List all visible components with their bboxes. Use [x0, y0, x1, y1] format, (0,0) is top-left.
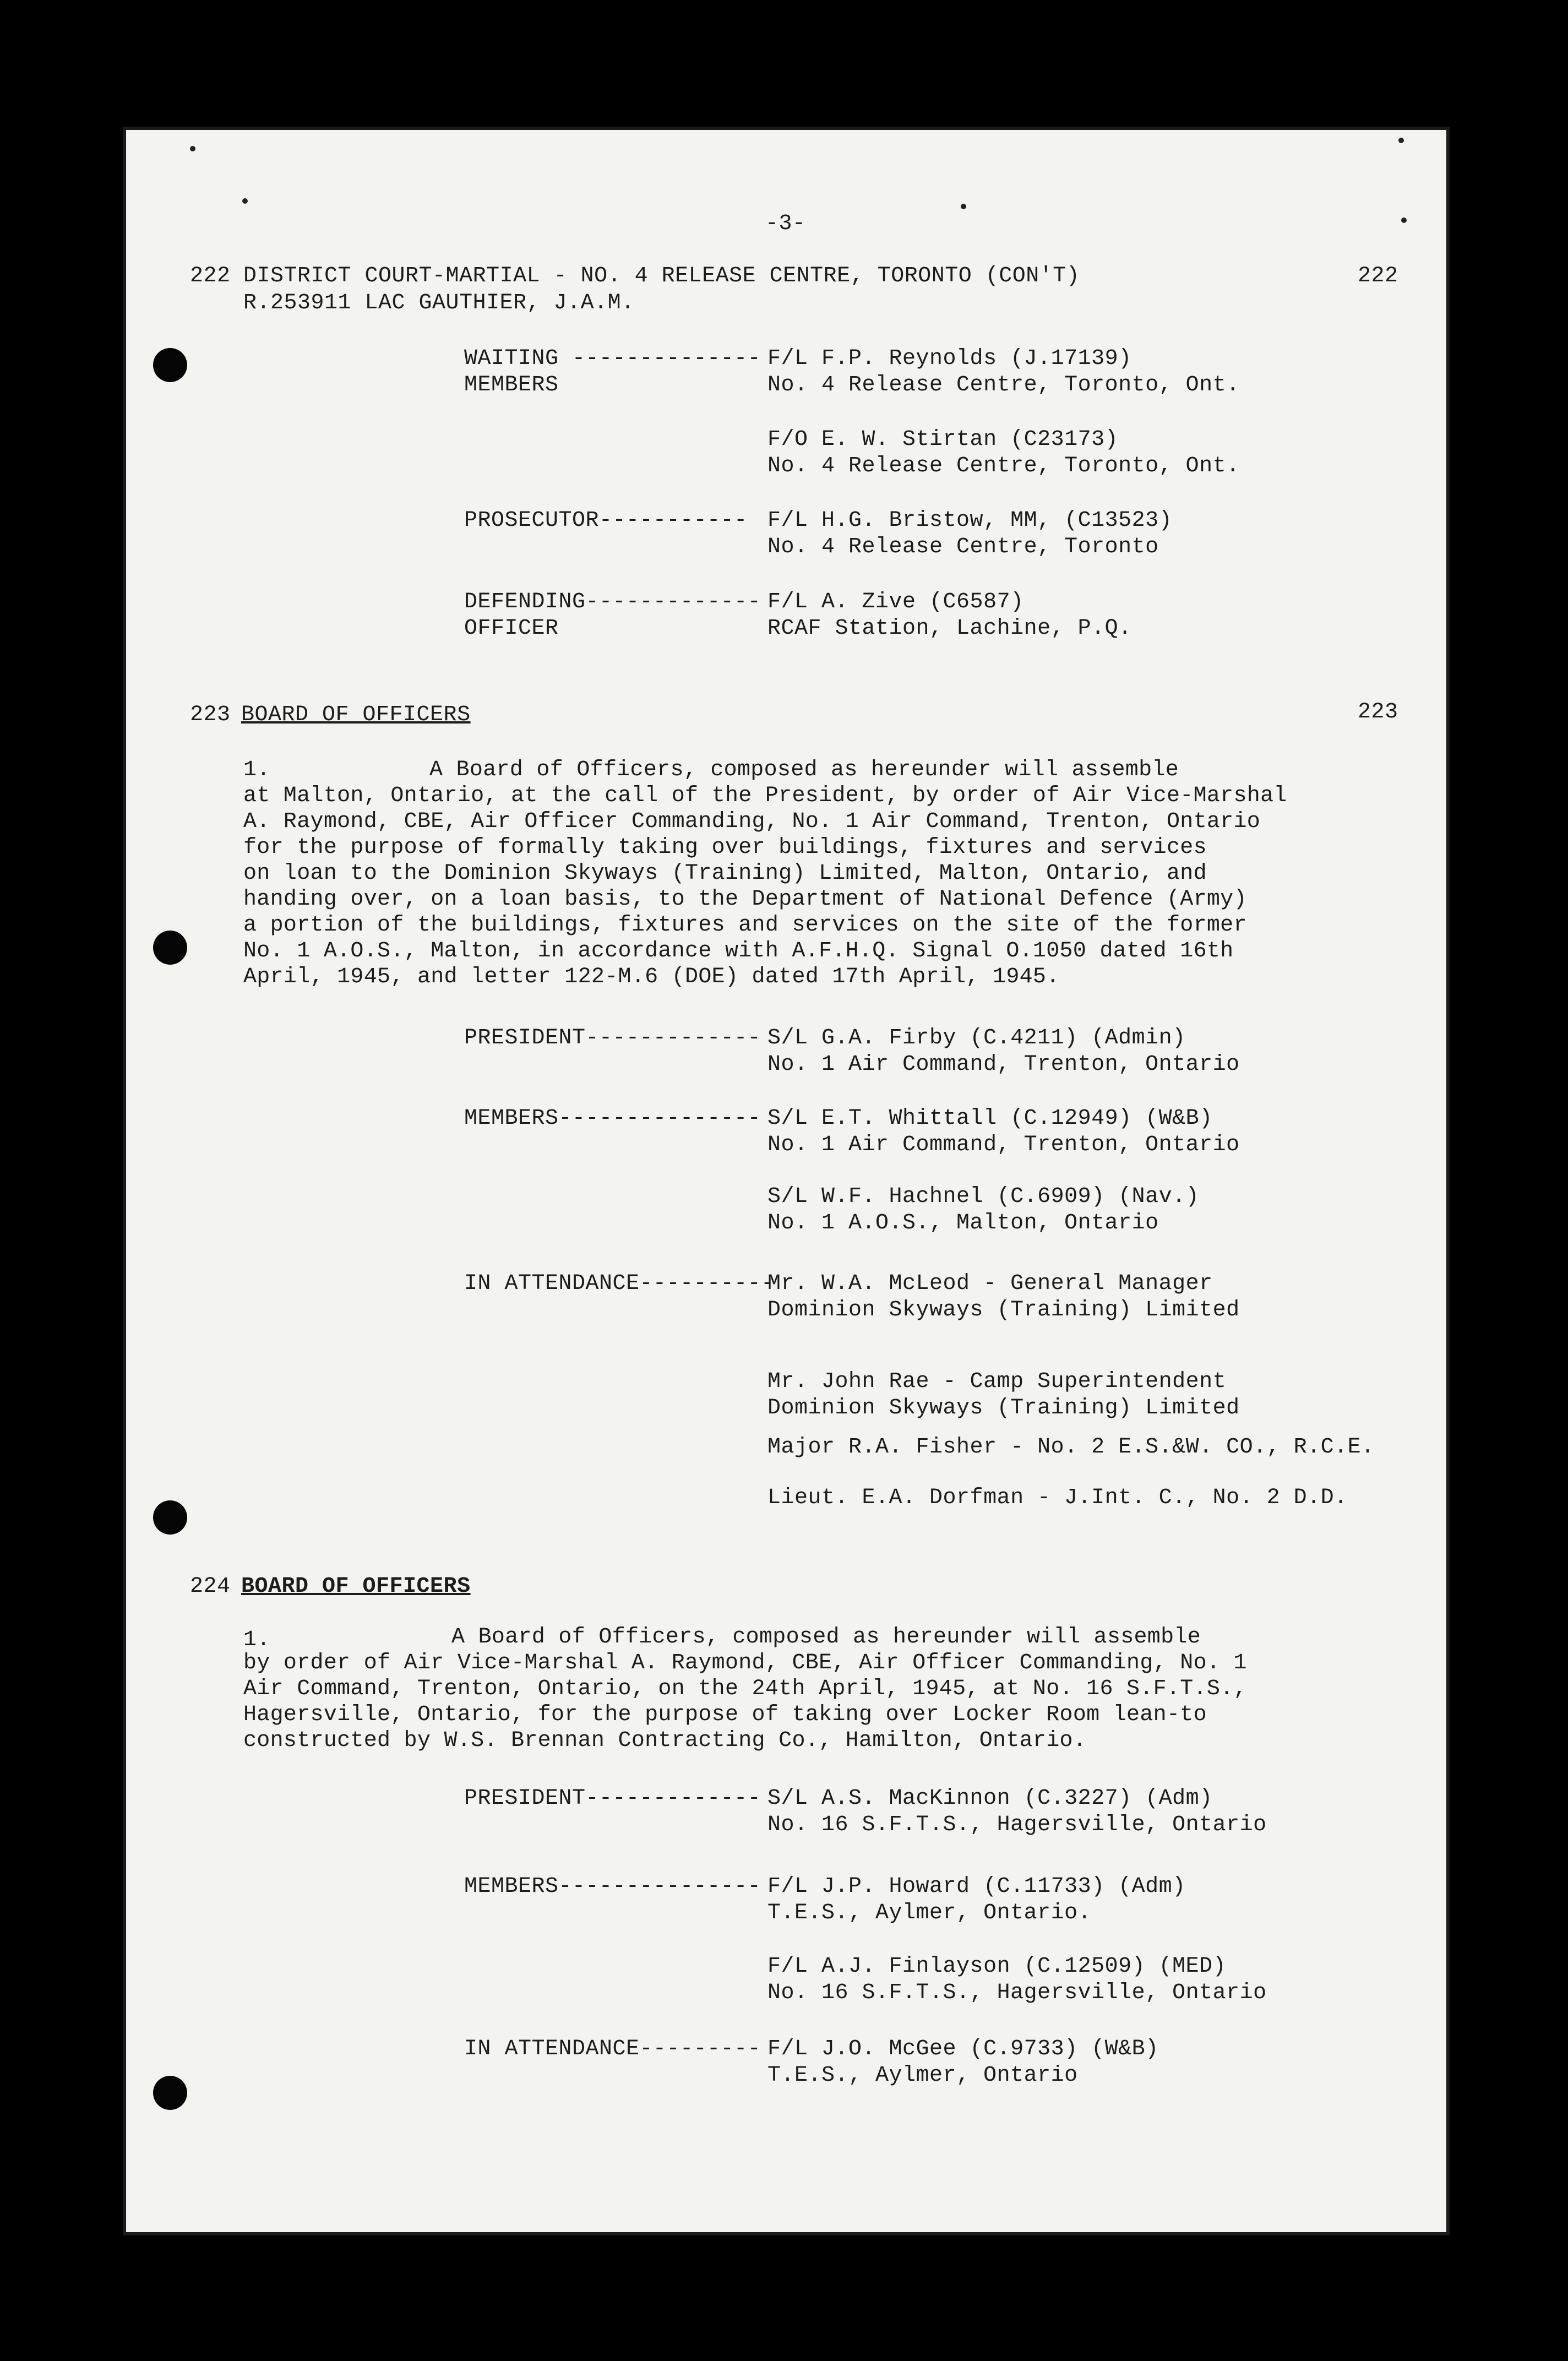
section-222-subject: R.253911 LAC GAUTHIER, J.A.M.	[243, 291, 635, 315]
section-223-para-line: handing over, on a loan basis, to the Department of National Defence (Army)	[243, 887, 1247, 912]
attendee-1-org: Dominion Skyways (Training) Limited	[767, 1298, 1240, 1323]
section-224-para-line: Hagersville, Ontario, for the purpose of taking over Locker Room lean-to	[243, 1702, 1207, 1727]
section-224-para-line: A Board of Officers, composed as hereunder will assemble	[451, 1625, 1201, 1650]
prosecutor-unit: No. 4 Release Centre, Toronto	[767, 535, 1159, 559]
section-223-para-line: at Malton, Ontario, at the call of the President, by order of Air Vice-Marshal	[243, 784, 1287, 808]
section-223-para-line: for the purpose of formally taking over buildings, fixtures and services	[243, 835, 1207, 860]
section-224-para-number: 1.	[243, 1628, 271, 1652]
member-1-unit: No. 1 Air Command, Trenton, Ontario	[767, 1133, 1240, 1157]
speck	[1401, 217, 1407, 223]
punch-hole-1	[153, 348, 187, 382]
defending-officer-label-2: OFFICER	[464, 616, 559, 641]
president-name: S/L A.S. MacKinnon (C.3227) (Adm)	[767, 1786, 1213, 1811]
members-label: MEMBERS---------------	[464, 1874, 761, 1899]
speck	[1398, 138, 1404, 143]
speck	[190, 146, 195, 151]
attendee-4: Lieut. E.A. Dorfman - J.Int. C., No. 2 D.D.	[767, 1486, 1348, 1510]
punch-hole-3	[153, 1500, 187, 1535]
waiting-members-label-2: MEMBERS	[464, 373, 559, 398]
in-attendance-label: IN ATTENDANCE----------	[464, 1271, 775, 1296]
section-223-number-right: 223	[1358, 700, 1398, 725]
member-1-name: F/L J.P. Howard (C.11733) (Adm)	[767, 1874, 1186, 1899]
member-2-name: S/L W.F. Hachnel (C.6909) (Nav.)	[767, 1184, 1200, 1209]
section-224-para-line: Air Command, Trenton, Ontario, on the 24th April, 1945, at No. 16 S.F.T.S.,	[243, 1677, 1247, 1701]
section-223-para-line: a portion of the buildings, fixtures and services on the site of the former	[243, 913, 1247, 938]
section-223-para-line: on loan to the Dominion Skyways (Training) Limited, Malton, Ontario, and	[243, 861, 1207, 886]
section-224-para-line: by order of Air Vice-Marshal A. Raymond, CBE, Air Officer Commanding, No. 1	[243, 1651, 1247, 1675]
member-2-unit: No. 4 Release Centre, Toronto, Ont.	[767, 454, 1240, 478]
president-label: PRESIDENT-------------	[464, 1786, 761, 1811]
members-label: MEMBERS---------------	[464, 1106, 761, 1131]
punch-hole-2	[153, 931, 187, 965]
member-1-unit: No. 4 Release Centre, Toronto, Ont.	[767, 373, 1240, 398]
member-1-unit: T.E.S., Aylmer, Ontario.	[767, 1901, 1092, 1925]
attendee-1-unit: T.E.S., Aylmer, Ontario	[767, 2063, 1078, 2088]
section-223-heading: BOARD OF OFFICERS	[241, 703, 471, 727]
in-attendance-label: IN ATTENDANCE---------	[464, 2037, 761, 2061]
section-223-para-number: 1.	[243, 758, 271, 782]
section-222-number-left: 222	[190, 264, 231, 289]
section-223-para-line: A. Raymond, CBE, Air Officer Commanding, No. 1 Air Command, Trenton, Ontario	[243, 809, 1261, 834]
president-label: PRESIDENT-------------	[464, 1026, 761, 1051]
president-name: S/L G.A. Firby (C.4211) (Admin)	[767, 1026, 1186, 1051]
prosecutor-name: F/L H.G. Bristow, MM, (C13523)	[767, 508, 1173, 533]
prosecutor-label: PROSECUTOR-----------	[464, 508, 748, 533]
punch-hole-4	[153, 2076, 187, 2110]
attendee-2-name: Mr. John Rae - Camp Superintendent	[767, 1369, 1227, 1394]
section-224-number: 224	[190, 1574, 231, 1599]
attendee-2-org: Dominion Skyways (Training) Limited	[767, 1396, 1240, 1421]
section-223-number-left: 223	[190, 703, 231, 727]
speck	[242, 198, 248, 204]
section-222-heading: DISTRICT COURT-MARTIAL - NO. 4 RELEASE CENTRE, TORONTO (CON'T)	[243, 264, 1080, 289]
attendee-1-name: Mr. W.A. McLeod - General Manager	[767, 1271, 1213, 1296]
president-unit: No. 16 S.F.T.S., Hagersville, Ontario	[767, 1813, 1267, 1837]
president-unit: No. 1 Air Command, Trenton, Ontario	[767, 1052, 1240, 1077]
section-223-para-line: A Board of Officers, composed as hereunder will assemble	[429, 758, 1179, 782]
waiting-members-label: WAITING --------------	[464, 346, 761, 371]
member-2-unit: No. 16 S.F.T.S., Hagersville, Ontario	[767, 1981, 1267, 2005]
speck	[961, 204, 966, 209]
member-1-name: F/L F.P. Reynolds (J.17139)	[767, 346, 1132, 371]
defending-officer-name: F/L A. Zive (C6587)	[767, 590, 1024, 614]
attendee-1-name: F/L J.O. McGee (C.9733) (W&B)	[767, 2037, 1159, 2061]
section-223-para-line: No. 1 A.O.S., Malton, in accordance with A.F.H.Q. Signal O.1050 dated 16th	[243, 939, 1234, 964]
section-223-para-line: April, 1945, and letter 122-M.6 (DOE) dated 17th April, 1945.	[243, 965, 1060, 989]
section-224-para-line: constructed by W.S. Brennan Contracting Co., Hamilton, Ontario.	[243, 1728, 1087, 1753]
defending-officer-unit: RCAF Station, Lachine, P.Q.	[767, 616, 1132, 641]
section-222-number-right: 222	[1358, 264, 1398, 289]
section-224-heading: BOARD OF OFFICERS	[241, 1574, 471, 1599]
defending-officer-label: DEFENDING-------------	[464, 590, 761, 614]
attendee-3: Major R.A. Fisher - No. 2 E.S.&W. CO., R.C.E.	[767, 1435, 1375, 1460]
member-2-name: F/O E. W. Stirtan (C23173)	[767, 427, 1119, 452]
member-2-name: F/L A.J. Finlayson (C.12509) (MED)	[767, 1954, 1227, 1979]
page-number: -3-	[765, 211, 806, 236]
member-1-name: S/L E.T. Whittall (C.12949) (W&B)	[767, 1106, 1213, 1131]
member-2-unit: No. 1 A.O.S., Malton, Ontario	[767, 1211, 1159, 1236]
